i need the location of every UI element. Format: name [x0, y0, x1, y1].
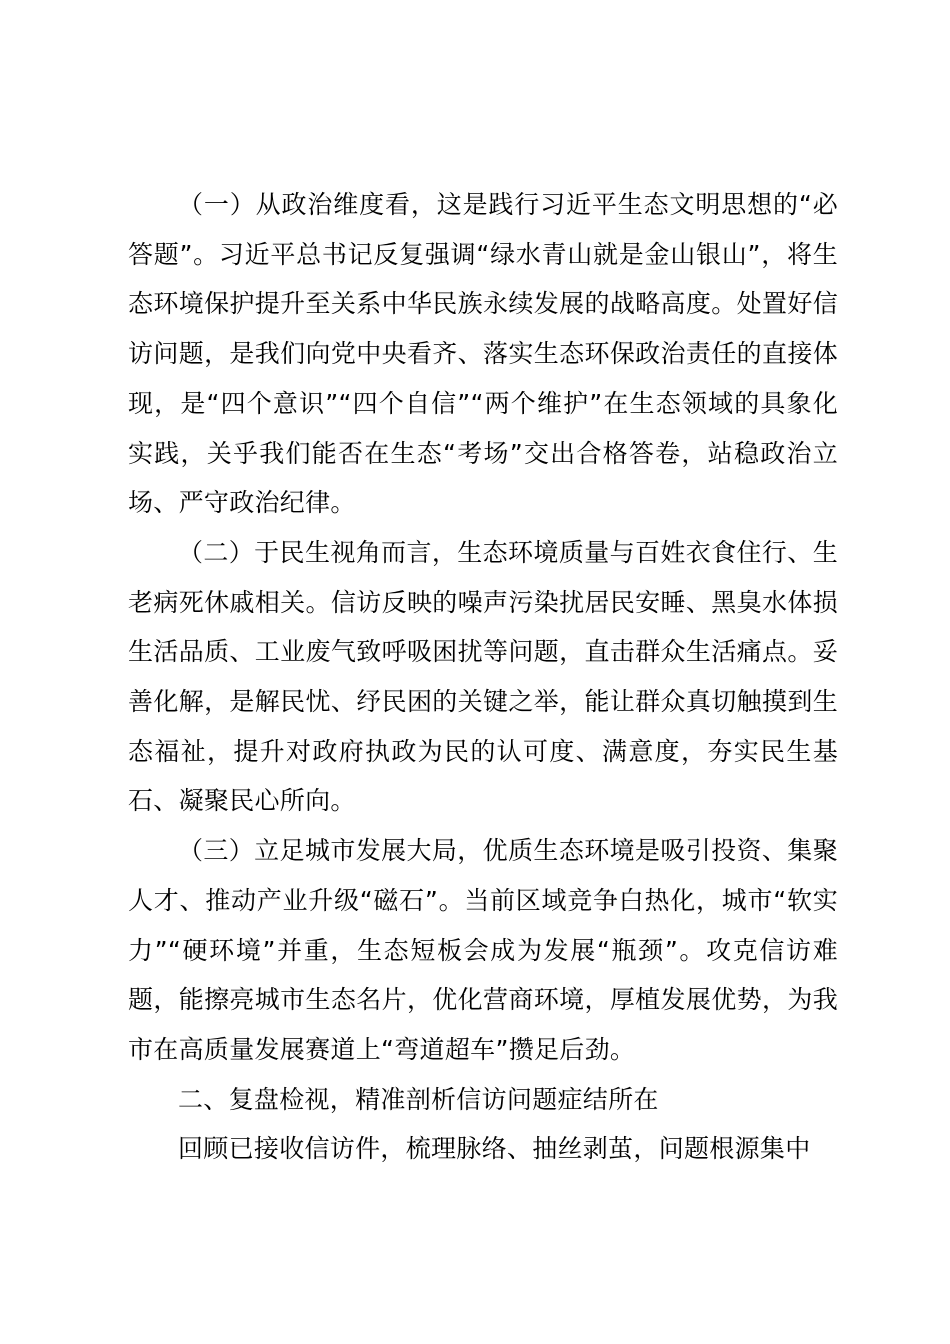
paragraph-livelihood: （二）于民生视角而言，生态环境质量与百姓衣食住行、生老病死休戚相关。信访反映的噪声污染扰居民安睡、黑臭水体损生活品质、工业废气致呼吸困扰等问题，直击群众生活痛点。妥善化解，是解民忧、纾民困的关键之举，能让群众真切触摸到生态福祉，提升对政府执政为民的认可度、满意度，夯实民生基石、凝聚民心所向。: [128, 537, 838, 816]
paragraph-review: 回顾已接收信访件，梳理脉络、抽丝剥茧，问题根源集中: [178, 1134, 811, 1164]
paragraph-political: （一）从政治维度看，这是践行习近平生态文明思想的“必答题”。习近平总书记反复强调“绿水青山就是金山银山”，将生态环境保护提升至关系中华民族永续发展的战略高度。处置好信访问题，是我们向党中央看齐、落实生态环保政治责任的直接体现，是“四个意识”“四个自信”“两个维护”在生态领域的具象化实践，关乎我们能否在生态“考场”交出合格答卷，站稳政治立场、严守政治纪律。: [128, 190, 838, 518]
document-body: [128, 180, 838, 1174]
paragraph-city-development: （三）立足城市发展大局，优质生态环境是吸引投资、集聚人才、推动产业升级“磁石”。当前区域竞争白热化，城市“软实力”“硬环境”并重，生态短板会成为发展“瓶颈”。攻克信访难题，能擦亮城市生态名片，优化营商环境，厚植发展优势，为我市在高质量发展赛道上“弯道超车”攒足后劲。: [128, 836, 838, 1064]
section-heading: 二、复盘检视，精准剖析信访问题症结所在: [178, 1084, 659, 1114]
